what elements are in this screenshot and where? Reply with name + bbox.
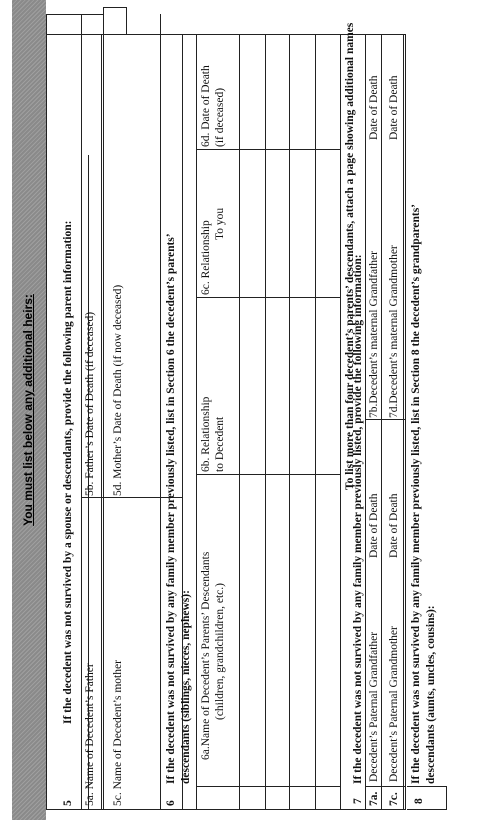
section-5-number: 5 <box>62 800 74 806</box>
col-6d-line2: (if deceased) <box>214 87 226 147</box>
mother-name-label: 5c. Name of Decedent’s mother <box>112 660 124 806</box>
section-6-heading-line1: If the decedent was not survived by any family member previously listed, list in Section 6 the decedent’s parents’ <box>165 233 177 784</box>
col-6d-line1: 6d. Date of Death <box>200 65 212 147</box>
col-6c-line2: To you <box>214 207 226 240</box>
descendant-row[interactable] <box>316 36 339 786</box>
section-8-number: 8 <box>413 798 425 804</box>
descendant-row[interactable] <box>240 36 264 786</box>
section-8-heading-line1: If the decedent was not survived by any family member previously listed, list in Section 8 the decedent’s grandparents’ <box>410 204 422 784</box>
col-6b-line1: 6b. Relationship <box>200 396 212 472</box>
col-6c-line1: 6c. Relationship <box>200 220 212 295</box>
paternal-grandfather-date-label: Date of Death <box>368 493 380 558</box>
banner-text: You must list below any additional heirs: <box>21 294 35 526</box>
father-death-label: 5b. Father’s Date of Death (if deceased) <box>84 311 96 496</box>
section-5-heading: If the decedent was not survived by a spouse or descendants, provide the following parent information: <box>62 220 74 724</box>
paternal-grandmother-label: Decedent’s Paternal Grandmother <box>388 626 400 782</box>
paternal-grandmother-date-label: Date of Death <box>388 493 400 558</box>
attach-page-note: To list more than four decedent’s parents’ descendants, attach a page showing additional names <box>344 22 356 490</box>
paternal-grandfather-label: Decedent’s Paternal Grandfather <box>368 631 380 782</box>
label-7a: 7a. <box>368 791 380 806</box>
maternal-grandmother-date-label: Date of Death <box>388 75 400 140</box>
mother-death-label: 5d. Mother’s Date of Death (if now deceased) <box>112 284 124 496</box>
section-6-heading-line2: descendants (siblings, nieces, nephews): <box>180 590 192 784</box>
section-6-number: 6 <box>165 800 177 806</box>
maternal-grandmother-label: 7d.Decedent’s maternal Grandmother <box>388 245 400 418</box>
father-name-field[interactable] <box>100 506 102 806</box>
descendant-row[interactable] <box>266 36 288 786</box>
father-name-label: 5a. Name of Decedent’s Father <box>84 663 96 806</box>
father-death-field[interactable] <box>100 194 102 494</box>
additional-heirs-banner <box>12 0 46 820</box>
label-7c: 7c. <box>388 792 400 806</box>
section-7-number: 7 <box>352 798 364 804</box>
descendant-row[interactable] <box>290 36 314 786</box>
col-6b-line2: to Decedent <box>214 416 226 472</box>
maternal-grandfather-date-label: Date of Death <box>368 75 380 140</box>
col-6a-line1: 6a.Name of Decedent’s Parents’ Descendants <box>200 551 212 760</box>
col-6a-line2: (children, grandchildren, etc.) <box>214 583 226 720</box>
section-8-heading-line2: descendants (aunts, uncles, cousins): <box>425 605 437 784</box>
section-7-heading: If the decedent was not survived by any family member previously listed, provide the following information: <box>352 254 364 784</box>
maternal-grandfather-label: 7b.Decedent’s maternal Grandfather <box>368 251 380 418</box>
